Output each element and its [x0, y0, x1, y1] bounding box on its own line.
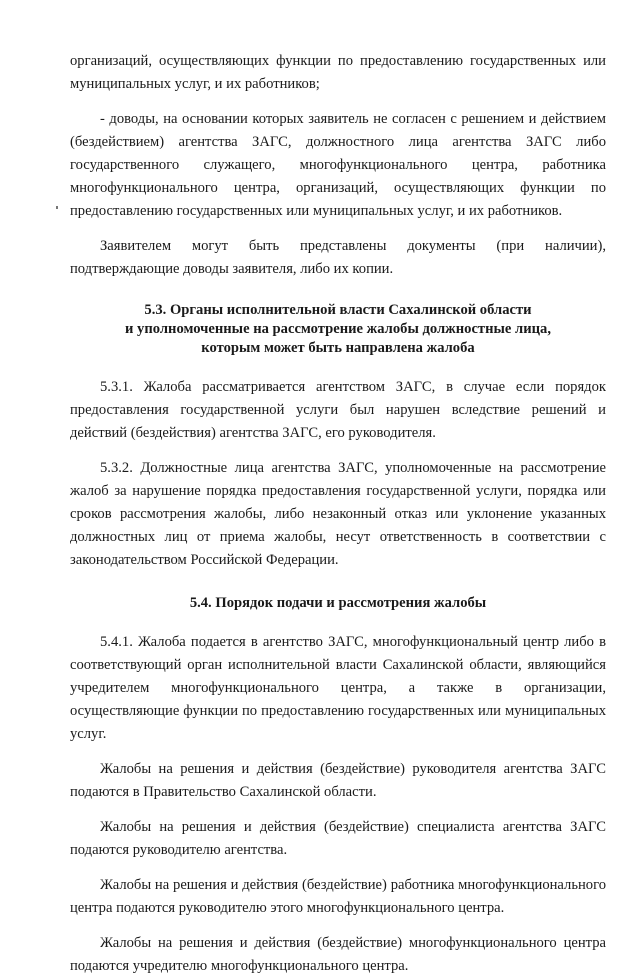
paragraph-complaints-mfc-worker: Жалобы на решения и действия (бездействие) работника многофункционального центра подаются руководителю этого многофункционального центра. [70, 877, 606, 916]
section-5-4-heading: 5.4. Порядок подачи и рассмотрения жалобы [189, 595, 487, 611]
paragraph-complaints-mfc: Жалобы на решения и действия (бездействие) многофункционального центра подаются учредителю многофункционального центра. [70, 935, 606, 974]
section-5-3-heading [70, 301, 606, 358]
paragraph-5-3-2: 5.3.2. Должностные лица агентства ЗАГС, уполномоченные на рассмотрение жалоб за нарушение порядка предоставления государственной услуги, порядка или сроков рассмотрения жалобы, либо незаконный отказ или уклонение указанных должностных лиц от приема жалобы, несут ответственность в соответствии с законодательством Российской Федерации. [70, 460, 606, 568]
section-5-3-heading-line2: и уполномоченные на рассмотрение жалобы должностные лица, [125, 321, 551, 337]
paragraph-5-3-1: 5.3.1. Жалоба рассматривается агентством ЗАГС, в случае если порядок предоставления государственной услуги был нарушен вследствие решений и действий (бездействия) агентства ЗАГС, его руководителя. [70, 379, 606, 441]
paragraph-complaints-head: Жалобы на решения и действия (бездействие) руководителя агентства ЗАГС подаются в Правительство Сахалинской области. [70, 761, 606, 800]
scan-artifact [56, 206, 58, 209]
section-5-3-heading-line3: которым может быть направлена жалоба [201, 340, 475, 356]
document-body [70, 50, 606, 978]
section-5-3-heading-line1: 5.3. Органы исполнительной власти Сахалинской области [144, 302, 532, 318]
paragraph-arguments: - доводы, на основании которых заявитель не согласен с решением и действием (бездействием) агентства ЗАГС, должностного лица агентства ЗАГС либо государственного служащего, многофункционального центра, работника многофункционального центра, организаций, осуществляющих функции по предоставлению государственных или муниципальных услуг, и их работников. [70, 111, 606, 219]
paragraph-5-4-1: 5.4.1. Жалоба подается в агентство ЗАГС, многофункциональный центр либо в соответствующий орган исполнительной власти Сахалинской области, являющийся учредителем многофункционального центра, а также в организации, осуществляющие функции по предоставлению государственных или муниципальных услуг. [70, 634, 606, 742]
paragraph-organizations: организаций, осуществляющих функции по предоставлению государственных или муниципальных услуг, и их работников; [70, 53, 606, 92]
paragraph-applicant-documents: Заявителем могут быть представлены документы (при наличии), подтверждающие доводы заявителя, либо их копии. [70, 238, 606, 277]
paragraph-complaints-specialist: Жалобы на решения и действия (бездействие) специалиста агентства ЗАГС подаются руководителю агентства. [70, 819, 606, 858]
